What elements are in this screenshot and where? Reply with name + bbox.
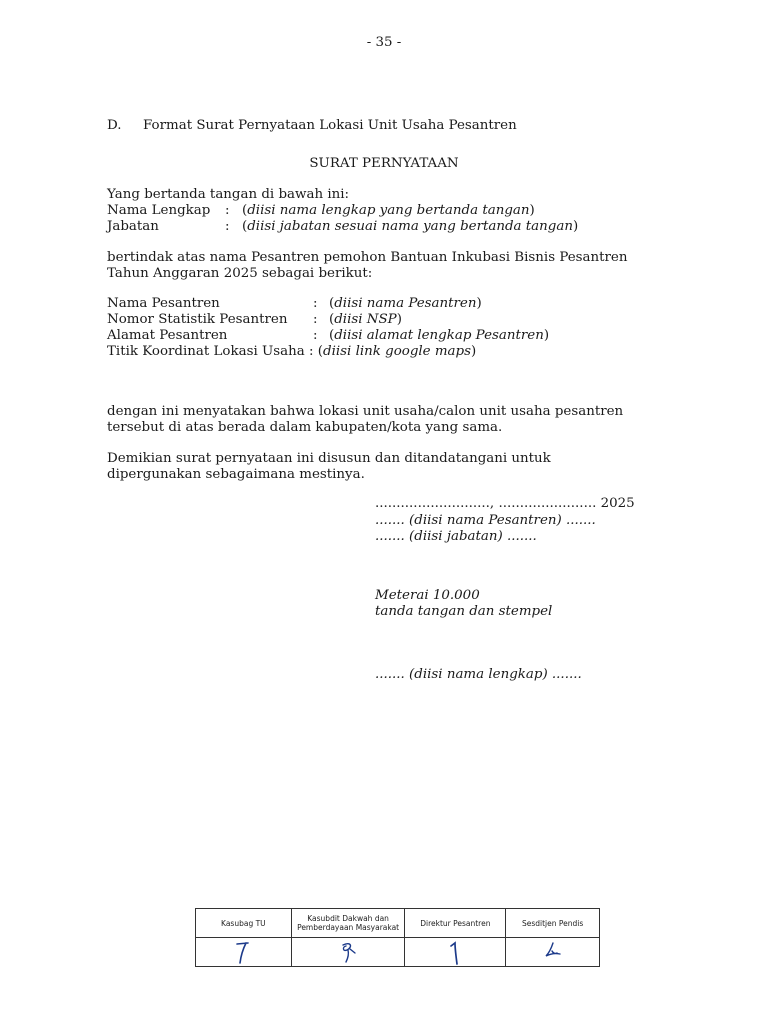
pesantren-name-placeholder: ....... (diisi nama Pesantren) .......: [375, 513, 596, 528]
handwritten-initial-icon: [228, 939, 258, 965]
approval-header-sesditjen: Sesditjen Pendis: [506, 909, 600, 938]
approval-header-row: [196, 909, 600, 938]
signature-stamp-label: tanda tangan dan stempel: [375, 604, 553, 619]
field-label: Jabatan: [107, 219, 159, 234]
document-title: SURAT PERNYATAAN: [309, 156, 459, 171]
approval-signature-row: [196, 938, 600, 967]
signer-field-name: Nama Lengkap : (diisi nama lengkap yang bertanda tangan): [107, 203, 535, 218]
signer-field-position: Jabatan : (diisi jabatan sesuai nama yang bertanda tangan): [107, 219, 579, 234]
section-letter: D.: [107, 118, 122, 133]
field-value: diisi alamat lengkap Pesantren: [334, 328, 544, 343]
statement-line-2: tersebut di atas berada dalam kabupaten/kota yang sama.: [107, 420, 503, 435]
field-separator: :: [225, 219, 230, 234]
approval-header-kasubdit: Kasubdit Dakwah dan Pemberdayaan Masyarakat: [291, 909, 405, 938]
pesantren-field-nsp: Nomor Statistik Pesantren : (diisi NSP): [107, 312, 402, 327]
field-separator: :: [309, 344, 314, 359]
field-value: diisi nama Pesantren: [334, 296, 477, 311]
approval-header-kasubag: Kasubag TU: [196, 909, 292, 938]
field-separator: :: [313, 296, 318, 311]
pesantren-field-address: Alamat Pesantren : (diisi alamat lengkap Pesantren): [107, 328, 550, 343]
paraf-kasubag: [196, 938, 292, 967]
page-number: - 35 -: [366, 35, 402, 50]
handwritten-initial-icon: [440, 939, 470, 965]
section-heading: [107, 118, 517, 134]
section-title: Format Surat Pernyataan Lokasi Unit Usaha Pesantren: [143, 118, 517, 133]
field-separator: :: [313, 328, 318, 343]
closing-line-1: Demikian surat pernyataan ini disusun dan ditandatangani untuk: [107, 451, 551, 466]
field-label: Titik Koordinat Lokasi Usaha: [107, 344, 305, 359]
position-placeholder: ....... (diisi jabatan) .......: [375, 529, 537, 544]
field-label: Nomor Statistik Pesantren: [107, 312, 288, 327]
paraf-kasubdit: [291, 938, 405, 967]
field-value: diisi NSP: [334, 312, 397, 327]
field-label: Nama Pesantren: [107, 296, 220, 311]
full-name-placeholder: ....... (diisi nama lengkap) .......: [375, 667, 582, 682]
field-label: Alamat Pesantren: [107, 328, 228, 343]
approval-table: [195, 908, 600, 967]
handwritten-initial-icon: [538, 939, 568, 965]
field-value: diisi link google maps: [323, 344, 471, 359]
acting-for-line-2: Tahun Anggaran 2025 sebagai berikut:: [107, 266, 373, 281]
statement-line-1: dengan ini menyatakan bahwa lokasi unit usaha/calon unit usaha pesantren: [107, 404, 624, 419]
closing-line-2: dipergunakan sebagaimana mestinya.: [107, 467, 365, 482]
acting-for-line-1: bertindak atas nama Pesantren pemohon Bantuan Inkubasi Bisnis Pesantren: [107, 250, 628, 265]
field-label: Nama Lengkap: [107, 203, 211, 218]
field-value: diisi nama lengkap yang bertanda tangan: [247, 203, 530, 218]
field-value: diisi jabatan sesuai nama yang bertanda tangan: [247, 219, 573, 234]
paraf-sesditjen: [506, 938, 600, 967]
handwritten-initial-icon: [333, 939, 363, 965]
pesantren-field-name: Nama Pesantren : (diisi nama Pesantren): [107, 296, 482, 311]
field-separator: :: [225, 203, 230, 218]
place-date: ..........................., ....................... 2025: [375, 496, 635, 511]
intro-text: Yang bertanda tangan di bawah ini:: [107, 187, 350, 202]
approval-header-direktur: Direktur Pesantren: [405, 909, 506, 938]
stamp-duty-label: Meterai 10.000: [375, 588, 480, 603]
field-separator: :: [313, 312, 318, 327]
paraf-direktur: [405, 938, 506, 967]
pesantren-field-coordinates: Titik Koordinat Lokasi Usaha : (diisi link google maps): [107, 344, 477, 359]
